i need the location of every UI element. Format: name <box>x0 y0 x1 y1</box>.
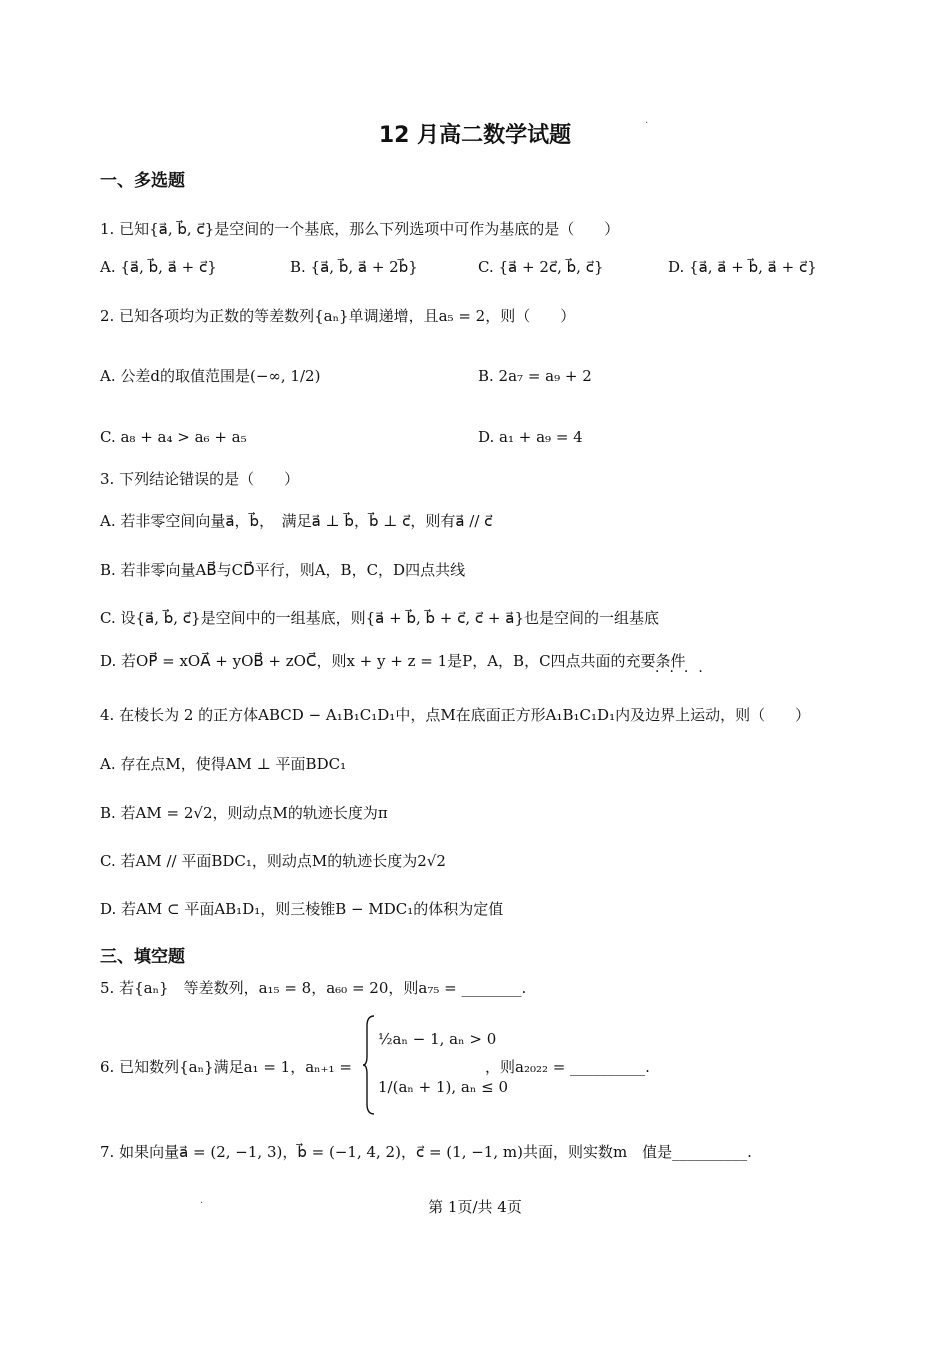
q1-option-b: B. {a⃗, b⃗, a⃗ + 2b⃗} <box>290 258 418 276</box>
stray-dot: · <box>200 1198 204 1209</box>
q3-option-a: A. 若非零空间向量a⃗，b⃗， 满足a⃗ ⊥ b⃗，b⃗ ⊥ c⃗，则有a⃗ // c⃗ <box>100 512 493 530</box>
page-title: 12 月高二数学试题 <box>378 123 572 148</box>
q6-case-1: ½aₙ − 1, aₙ > 0 <box>378 1030 497 1048</box>
q6-case-2: 1/(aₙ + 1), aₙ ≤ 0 <box>378 1078 508 1096</box>
q1-option-d: D. {a⃗, a⃗ + b⃗, a⃗ + c⃗} <box>668 258 817 276</box>
q2-option-b: B. 2a₇ = a₉ + 2 <box>478 367 592 385</box>
emphasis-dots: ···· <box>655 664 713 680</box>
question-7: 7. 如果向量a⃗ = (2, −1, 3)，b⃗ = (−1, 4, 2)，c⃗ = (1, −1, m)共面，则实数m 值是__________. <box>100 1143 752 1161</box>
q4-option-d: D. 若AM ⊂ 平面AB₁D₁，则三棱锥B − MDC₁的体积为定值 <box>100 900 504 918</box>
q4-option-c: C. 若AM // 平面BDC₁，则动点M的轨迹长度为2√2 <box>100 852 446 870</box>
section-fill-in: 三、填空题 <box>100 947 185 967</box>
question-4: 4. 在棱长为 2 的正方体ABCD − A₁B₁C₁D₁中，点M在底面正方形A₁B₁C₁D₁内及边界上运动，则（ ） <box>100 706 811 724</box>
q2-option-a: A. 公差d的取值范围是(−∞, 1/2) <box>100 367 321 385</box>
question-2: 2. 已知各项均为正数的等差数列{aₙ}单调递增，且a₅ = 2，则（ ） <box>100 307 576 325</box>
piecewise-brace <box>362 1014 376 1116</box>
stray-dot: · <box>645 118 649 129</box>
q1-option-c: C. {a⃗ + 2c⃗, b⃗, c⃗} <box>478 258 604 276</box>
page-footer: 第 1页/共 4页 <box>428 1198 522 1216</box>
q3-option-c: C. 设{a⃗, b⃗, c⃗}是空间中的一组基底，则{a⃗ + b⃗, b⃗ + c⃗, c⃗ + a⃗}也是空间的一组基底 <box>100 609 659 627</box>
q2-option-c: C. a₈ + a₄ > a₆ + a₅ <box>100 428 247 446</box>
q2-option-d: D. a₁ + a₉ = 4 <box>478 428 583 446</box>
q4-option-b: B. 若AM = 2√2，则动点M的轨迹长度为π <box>100 804 388 822</box>
q3-option-d: D. 若OP⃗ = xOA⃗ + yOB⃗ + zOC⃗，则x + y + z = 1是P，A，B，C四点共面的充要条件 <box>100 652 686 670</box>
question-6-suffix: ，则a₂₀₂₂ = __________. <box>485 1058 650 1076</box>
question-3: 3. 下列结论错误的是（ ） <box>100 470 300 488</box>
q4-option-a: A. 存在点M，使得AM ⊥ 平面BDC₁ <box>100 755 347 773</box>
q1-option-a: A. {a⃗, b⃗, a⃗ + c⃗} <box>100 258 217 276</box>
question-5: 5. 若{aₙ} 等差数列，a₁₅ = 8，a₆₀ = 20，则a₇₅ = ________. <box>100 979 527 997</box>
q3-option-b: B. 若非零向量AB⃗与CD⃗平行，则A，B，C，D四点共线 <box>100 561 466 579</box>
section-multiple-choice: 一、多选题 <box>100 171 185 191</box>
question-6-prefix: 6. 已知数列{aₙ}满足a₁ = 1，aₙ₊₁ = <box>100 1058 352 1076</box>
question-1: 1. 已知{a⃗, b⃗, c⃗}是空间的一个基底，那么下列选项中可作为基底的是（ ） <box>100 220 620 238</box>
